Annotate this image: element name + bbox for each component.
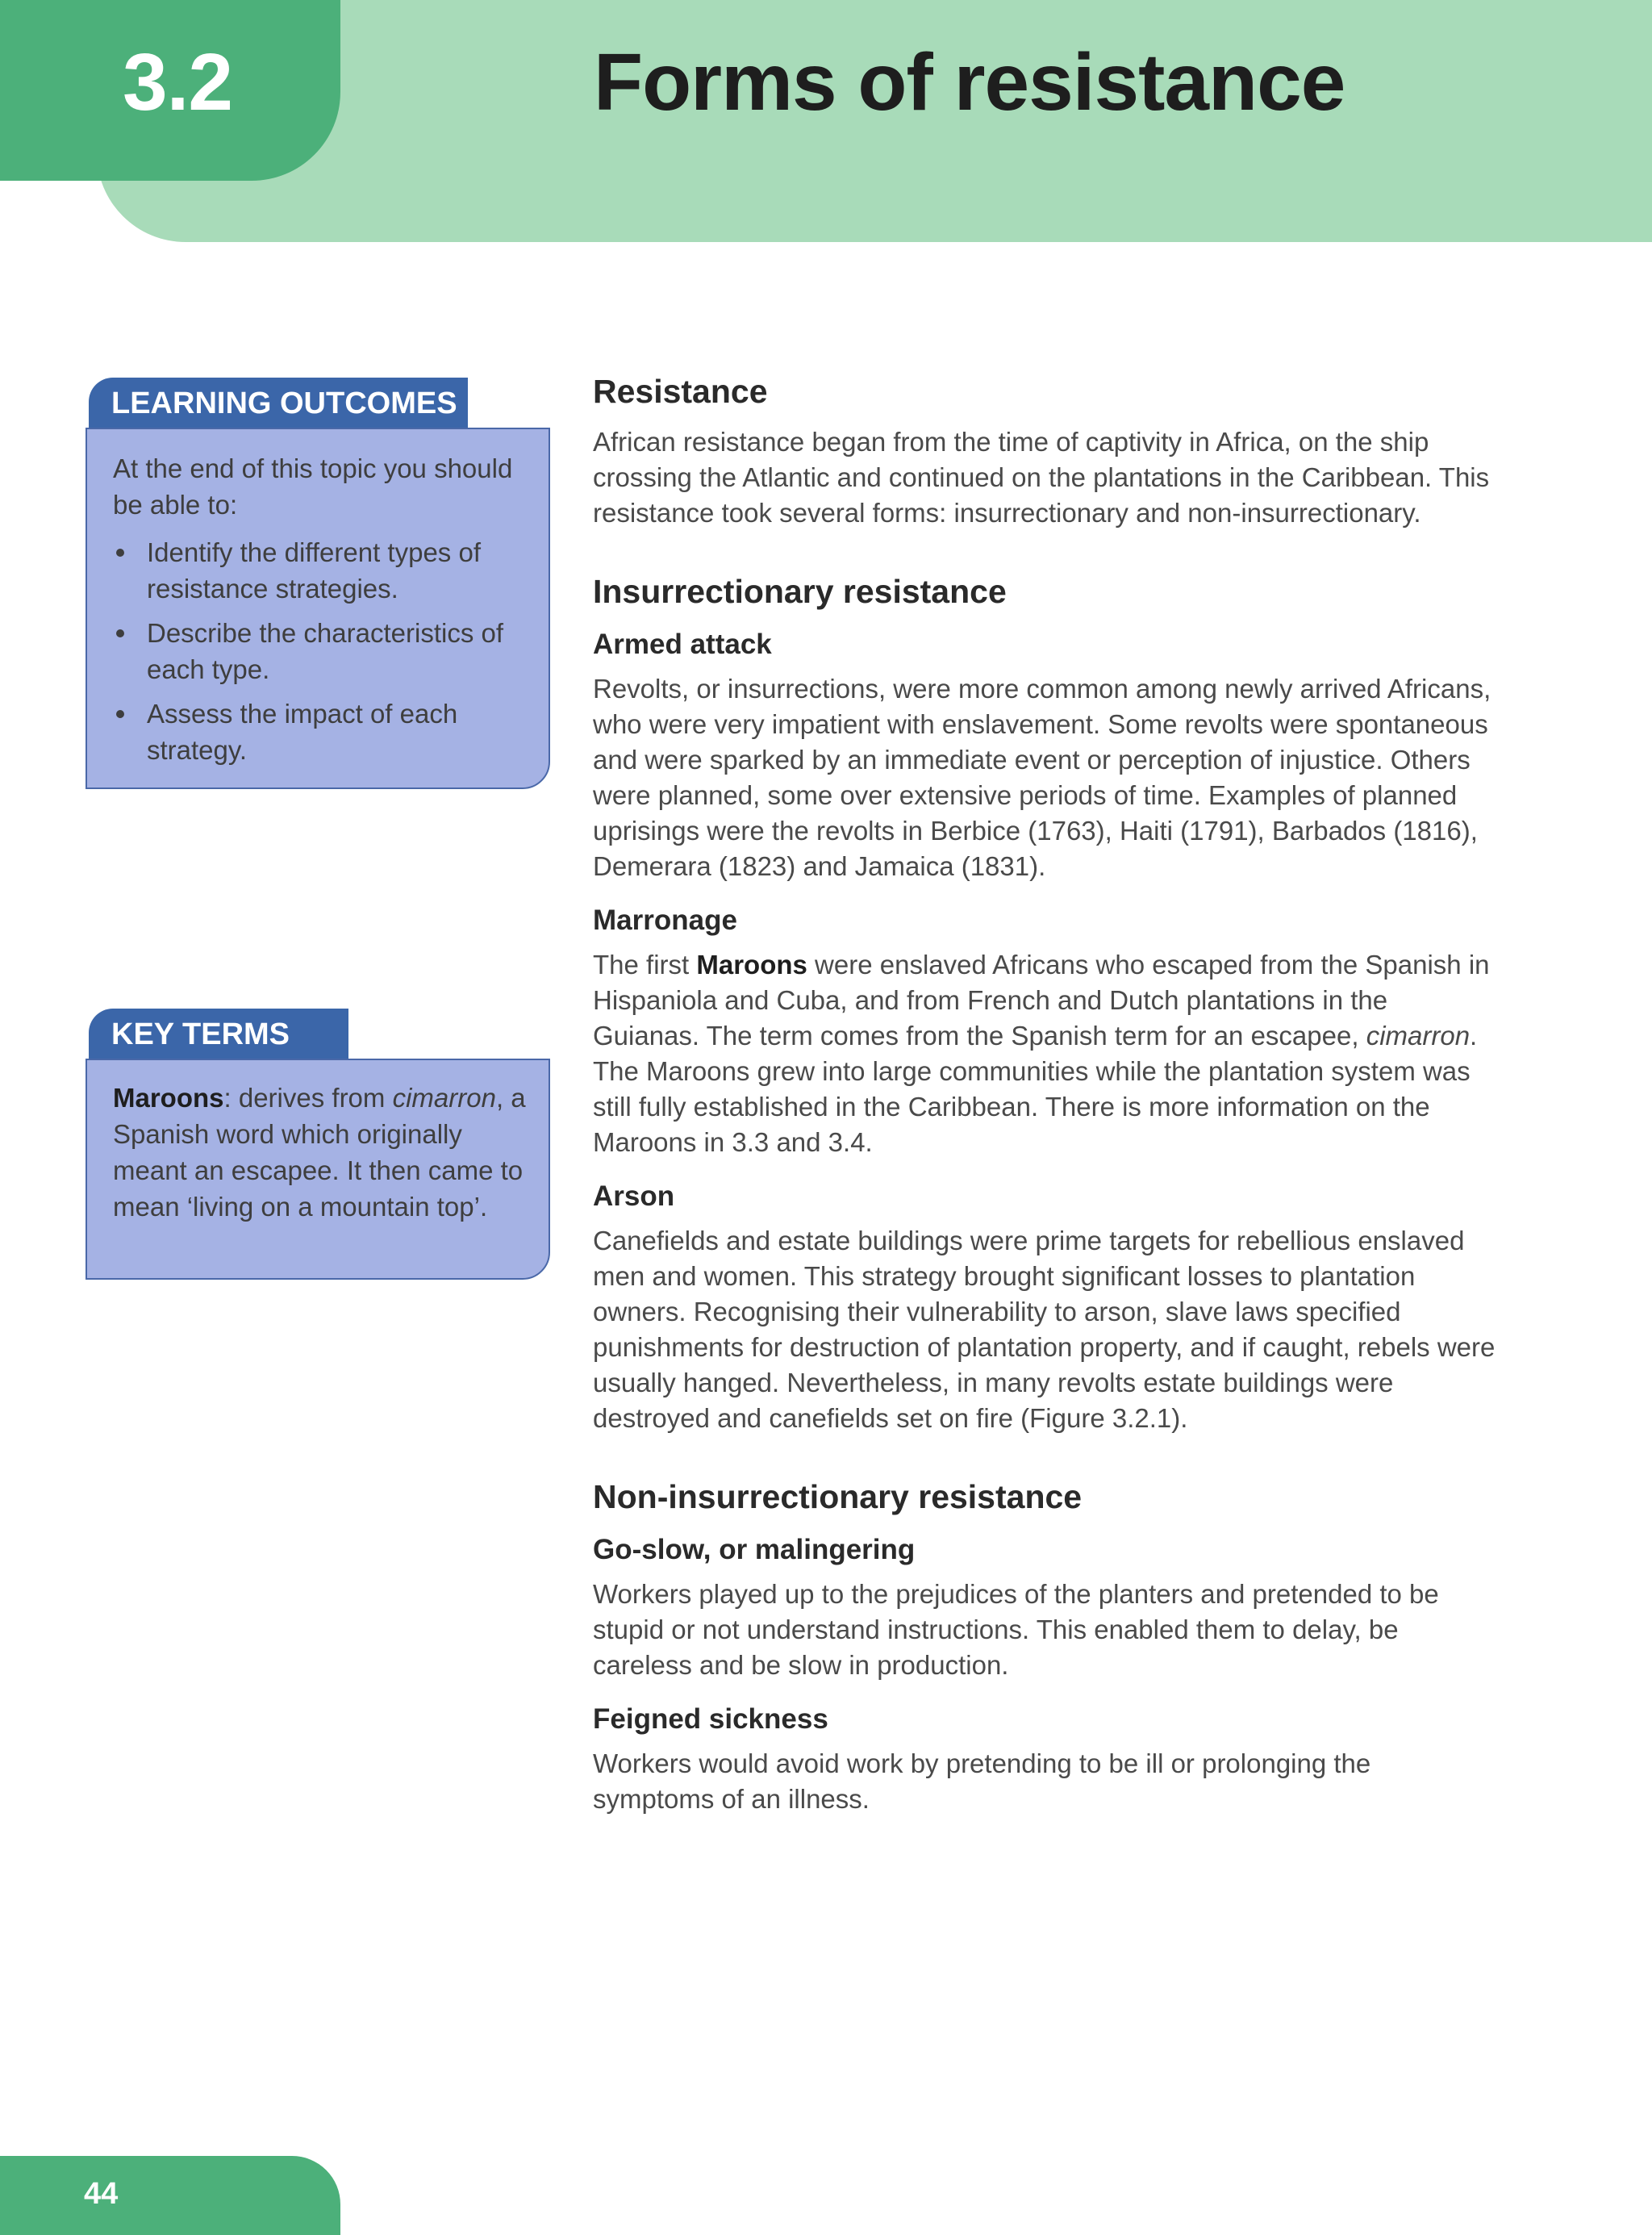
- section-heading-resistance: Resistance: [593, 373, 768, 410]
- text-part: The first: [593, 950, 697, 980]
- key-term-def-part: , a Spanish word which originally meant an escapee. It then came to mean ‘living on a mountain top’.: [113, 1083, 526, 1222]
- key-term-def-part: : derives from: [223, 1083, 393, 1113]
- section-heading-insurrectionary: Insurrectionary resistance: [593, 573, 1007, 610]
- subheading-armed-attack: Armed attack: [593, 629, 772, 660]
- section-heading-non-insurrectionary: Non-insurrectionary resistance: [593, 1478, 1083, 1515]
- learning-outcomes-intro: At the end of this topic you should be able to:: [113, 453, 513, 520]
- learning-outcomes-box: [86, 428, 550, 789]
- key-term-definition: [113, 1080, 529, 1225]
- page-number: 44: [84, 2177, 119, 2211]
- footer-tab: [0, 2156, 340, 2235]
- key-terms-heading: KEY TERMS: [89, 1009, 348, 1060]
- text-italic: cimarron: [1366, 1021, 1471, 1051]
- text-part: . The Maroons grew into large communities while the plantation system was still fully established in the Caribbean. There is more information on the Maroons in 3.3 and 3.4.: [593, 1021, 1478, 1157]
- list-item: Assess the impact of each strategy.: [113, 696, 529, 768]
- chapter-number: 3.2: [123, 37, 233, 127]
- key-term: Maroons: [113, 1083, 224, 1113]
- chapter-tab: [0, 0, 340, 181]
- learning-outcomes-heading: LEARNING OUTCOMES: [89, 378, 468, 429]
- subheading-arson: Arson: [593, 1180, 675, 1212]
- key-term-def-italic: cimarron: [392, 1083, 496, 1113]
- subheading-go-slow: Go-slow, or malingering: [593, 1534, 916, 1565]
- main-content: [593, 368, 1496, 1817]
- list-item: Identify the different types of resistance strategies.: [113, 534, 529, 607]
- subheading-marronage: Marronage: [593, 904, 737, 936]
- paragraph-armed-attack: Revolts, or insurrections, were more common among newly arrived Africans, who were very impatient with enslavement. Some revolts were spontaneous and were sparked by an immediate event or perception of injustice. Others were planned, some over extensive periods of time. Examples of planned uprisings were the revolts in Berbice (1763), Haiti (1791), Barbados (1816), Demerara (1823) and Jamaica (1831).: [593, 674, 1491, 881]
- key-terms-box: [86, 1059, 550, 1280]
- learning-outcomes-list: [113, 534, 529, 768]
- text-part: were enslaved Africans who escaped from the Spanish in Hispaniola and Cuba, and from French and Dutch plantations in the Guianas. The term comes from the Spanish term for an escapee,: [593, 950, 1490, 1051]
- list-item: Describe the characteristics of each type.: [113, 615, 529, 687]
- paragraph-resistance: African resistance began from the time of captivity in Africa, on the ship crossing the Atlantic and continued on the plantations in the Caribbean. This resistance took several forms: insurrectionary and non-insurrectionary.: [593, 427, 1490, 528]
- paragraph-go-slow: Workers played up to the prejudices of the planters and pretended to be stupid or not understand instructions. This enabled them to delay, be careless and be slow in production.: [593, 1579, 1439, 1680]
- page-title: Forms of resistance: [594, 37, 1345, 127]
- subheading-feigned-sickness: Feigned sickness: [593, 1703, 828, 1735]
- paragraph-feigned-sickness: Workers would avoid work by pretending to be ill or prolonging the symptoms of an illness.: [593, 1748, 1371, 1814]
- key-term-highlight: Maroons: [696, 950, 807, 980]
- paragraph-marronage: [593, 947, 1496, 1160]
- paragraph-arson: Canefields and estate buildings were prime targets for rebellious enslaved men and women. This strategy brought significant losses to plantation owners. Recognising their vulnerability to arson, slave laws specified punishments for destruction of plantation property, and if caught, rebels were usually hanged. Nevertheless, in many revolts estate buildings were destroyed and canefields set on fire (Figure 3.2.1).: [593, 1226, 1496, 1433]
